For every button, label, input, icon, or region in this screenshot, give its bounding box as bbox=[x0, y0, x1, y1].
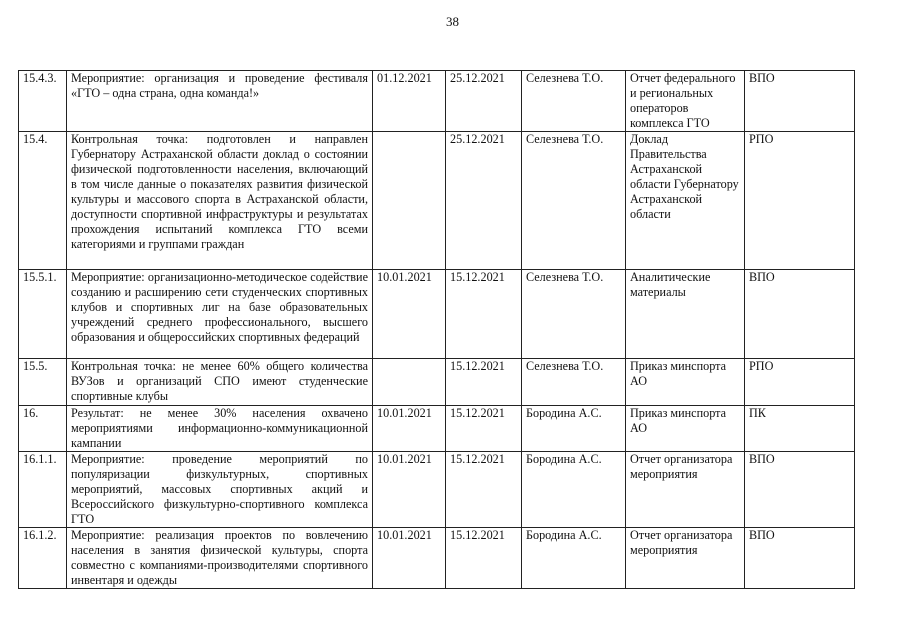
control-type: РПО bbox=[745, 359, 855, 406]
table-row bbox=[19, 406, 855, 452]
result-document: Доклад Правительства Астраханской области Губернатору Астраханской области bbox=[626, 132, 745, 270]
item-number: 16.1.2. bbox=[19, 528, 67, 589]
responsible-person: Селезнева Т.О. bbox=[522, 270, 626, 359]
control-type: ВПО bbox=[745, 528, 855, 589]
item-description: Мероприятие: организационно-методическое содействие созданию и расширению сети студенческих спортивных клубов и спортивных лиг на базе образовательных учреждений среднего профессионального, высшего образования и общероссийских спортивных федераций bbox=[67, 270, 373, 359]
start-date: 01.12.2021 bbox=[373, 71, 446, 132]
end-date: 15.12.2021 bbox=[446, 452, 522, 528]
item-number: 15.5.1. bbox=[19, 270, 67, 359]
responsible-person: Селезнева Т.О. bbox=[522, 359, 626, 406]
start-date: 10.01.2021 bbox=[373, 406, 446, 452]
item-description: Результат: не менее 30% населения охвачено мероприятиями информационно-коммуникационной кампании bbox=[67, 406, 373, 452]
control-type: РПО bbox=[745, 132, 855, 270]
start-date: 10.01.2021 bbox=[373, 452, 446, 528]
item-description: Контрольная точка: не менее 60% общего количества ВУЗов и организаций СПО имеют студенческие спортивные клубы bbox=[67, 359, 373, 406]
end-date: 15.12.2021 bbox=[446, 359, 522, 406]
responsible-person: Селезнева Т.О. bbox=[522, 71, 626, 132]
table-row bbox=[19, 270, 855, 359]
responsible-person: Бородина А.С. bbox=[522, 406, 626, 452]
start-date bbox=[373, 132, 446, 270]
table-row bbox=[19, 359, 855, 406]
table-row bbox=[19, 71, 855, 132]
end-date: 25.12.2021 bbox=[446, 71, 522, 132]
start-date: 10.01.2021 bbox=[373, 528, 446, 589]
responsible-person: Селезнева Т.О. bbox=[522, 132, 626, 270]
table-row bbox=[19, 452, 855, 528]
start-date bbox=[373, 359, 446, 406]
item-number: 16.1.1. bbox=[19, 452, 67, 528]
plan-table bbox=[18, 70, 855, 589]
item-description: Мероприятие: реализация проектов по вовлечению населения в занятия физической культуры, спорта совместно с компаниями-производителями спортивного инвентаря и одежды bbox=[67, 528, 373, 589]
result-document: Приказ минспорта АО bbox=[626, 359, 745, 406]
end-date: 15.12.2021 bbox=[446, 270, 522, 359]
end-date: 25.12.2021 bbox=[446, 132, 522, 270]
page-number: 38 bbox=[446, 14, 459, 29]
result-document: Отчет федерального и региональных операторов комплекса ГТО bbox=[626, 71, 745, 132]
responsible-person: Бородина А.С. bbox=[522, 528, 626, 589]
item-number: 16. bbox=[19, 406, 67, 452]
item-number: 15.5. bbox=[19, 359, 67, 406]
start-date: 10.01.2021 bbox=[373, 270, 446, 359]
item-description: Контрольная точка: подготовлен и направлен Губернатору Астраханской области доклад о состоянии физической подготовленности населения, включающий в том числе данные о показателях развития физической культуры и массового спорта в Астраханской области, доступности спортивной инфраструктуры и результатах прохождения испытаний комплекса ГТО всеми категориями и группами граждан bbox=[67, 132, 373, 270]
item-number: 15.4.3. bbox=[19, 71, 67, 132]
control-type: ВПО bbox=[745, 71, 855, 132]
end-date: 15.12.2021 bbox=[446, 528, 522, 589]
control-type: ВПО bbox=[745, 452, 855, 528]
item-description: Мероприятие: организация и проведение фестиваля «ГТО – одна страна, одна команда!» bbox=[67, 71, 373, 132]
item-description: Мероприятие: проведение мероприятий по популяризации физкультурных, спортивных мероприятий, массовых спортивных акций и Всероссийского физкультурно-спортивного комплекса ГТО bbox=[67, 452, 373, 528]
result-document: Отчет организатора мероприятия bbox=[626, 452, 745, 528]
item-number: 15.4. bbox=[19, 132, 67, 270]
control-type: ВПО bbox=[745, 270, 855, 359]
result-document: Приказ минспорта АО bbox=[626, 406, 745, 452]
control-type: ПК bbox=[745, 406, 855, 452]
table-row bbox=[19, 528, 855, 589]
result-document: Отчет организатора мероприятия bbox=[626, 528, 745, 589]
table-row bbox=[19, 132, 855, 270]
end-date: 15.12.2021 bbox=[446, 406, 522, 452]
result-document: Аналитические материалы bbox=[626, 270, 745, 359]
responsible-person: Бородина А.С. bbox=[522, 452, 626, 528]
